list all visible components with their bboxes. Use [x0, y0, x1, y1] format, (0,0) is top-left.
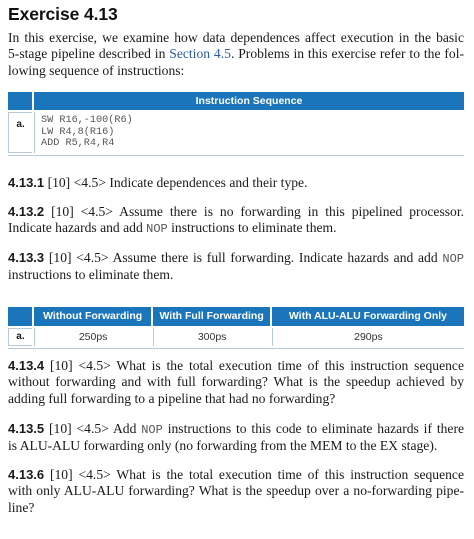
question-text: [10] <4.5> What is the total execution time of this instruction sequence — [49, 358, 464, 373]
header-label-cell — [8, 307, 32, 326]
question-line: without forwarding and with full forwarding? What is the speedup achieved by — [8, 374, 464, 390]
question-4-13-2 — [8, 204, 464, 238]
question-text: instructions to this code to eliminate hazards if there — [162, 421, 465, 436]
question-number: 4.13.4 — [8, 358, 45, 373]
question-text: Indicate hazards and add — [8, 220, 147, 236]
question-text: instructions to eliminate them. — [167, 220, 337, 236]
question-4-13-5 — [8, 421, 464, 455]
question-number: 4.13.1 — [8, 175, 45, 190]
forwarding-table-header-row — [8, 307, 464, 326]
intro-text: 5-stage pipeline described in — [8, 46, 170, 62]
question-line — [8, 220, 464, 237]
row-label: a. — [8, 328, 32, 346]
question-line: is ALU-ALU forwarding only (no forwarding from the MEM to the EX stage). — [8, 438, 438, 454]
nop-code: NOP — [146, 222, 168, 237]
intro-text: . Problems in this exercise refer to the fol- — [230, 46, 465, 62]
header-alu-alu-forwarding: With ALU-ALU Forwarding Only — [272, 307, 464, 326]
header-without-forwarding: Without Forwarding — [34, 307, 151, 326]
question-line: adding full forwarding to a pipeline that had no forwarding? — [8, 390, 336, 406]
question-line — [8, 467, 464, 483]
instruction-table — [8, 92, 464, 153]
question-line: line? — [8, 499, 35, 515]
question-text: [10] <4.5> What is the total execution time of this instruction sequence — [49, 467, 464, 482]
value-without-forwarding: 250ps — [34, 328, 151, 346]
question-4-13-1 — [8, 175, 464, 191]
table-row — [8, 112, 464, 153]
question-line — [8, 204, 464, 220]
nop-code: NOP — [442, 252, 464, 266]
question-line: with only ALU-ALU forwarding? What is the speedup over a no-forwarding pipe- — [8, 483, 464, 499]
question-number: 4.13.5 — [8, 421, 45, 436]
question-text: [10] <4.5> Assume there is full forwarding. Indicate hazards and add — [48, 250, 443, 265]
question-line — [8, 175, 464, 191]
nop-code: NOP — [141, 423, 163, 437]
table-divider — [8, 155, 464, 156]
intro-line: In this exercise, we examine how data dependences affect execution in the basic — [8, 30, 464, 45]
question-line — [8, 250, 464, 267]
question-number: 4.13.6 — [8, 467, 45, 482]
question-text: [10] <4.5> Add — [49, 421, 142, 436]
value-alu-alu-forwarding: 290ps — [272, 328, 464, 346]
question-line — [8, 421, 464, 438]
intro-paragraph — [8, 30, 464, 79]
question-line — [8, 358, 464, 374]
question-4-13-6 — [8, 467, 464, 516]
table-divider — [8, 348, 464, 349]
question-text: [10] <4.5> Assume there is no forwarding in this pipelined processor. — [51, 204, 464, 219]
instruction-code: SW R16,-100(R6) LW R4,8(R16) ADD R5,R4,R4 — [34, 112, 464, 153]
instruction-sequence-header: Instruction Sequence — [34, 92, 464, 110]
value-full-forwarding: 300ps — [153, 328, 269, 346]
intro-line — [8, 46, 464, 62]
question-number: 4.13.2 — [8, 204, 45, 219]
row-label: a. — [8, 112, 32, 153]
forwarding-table — [8, 307, 464, 346]
question-number: 4.13.3 — [8, 250, 45, 265]
question-text: [10] <4.5> Indicate dependences and their type. — [47, 175, 308, 190]
intro-line: lowing sequence of instructions: — [8, 62, 185, 78]
question-line: instructions to eliminate them. — [8, 267, 174, 283]
instruction-table-header-row — [8, 92, 464, 110]
question-4-13-4 — [8, 358, 464, 407]
header-full-forwarding: With Full Forwarding — [153, 307, 269, 326]
exercise-title: Exercise 4.13 — [8, 4, 118, 24]
table-row — [8, 328, 464, 346]
header-label-cell — [8, 92, 32, 110]
section-link[interactable]: Section 4.5 — [169, 46, 231, 62]
question-4-13-3 — [8, 250, 464, 284]
